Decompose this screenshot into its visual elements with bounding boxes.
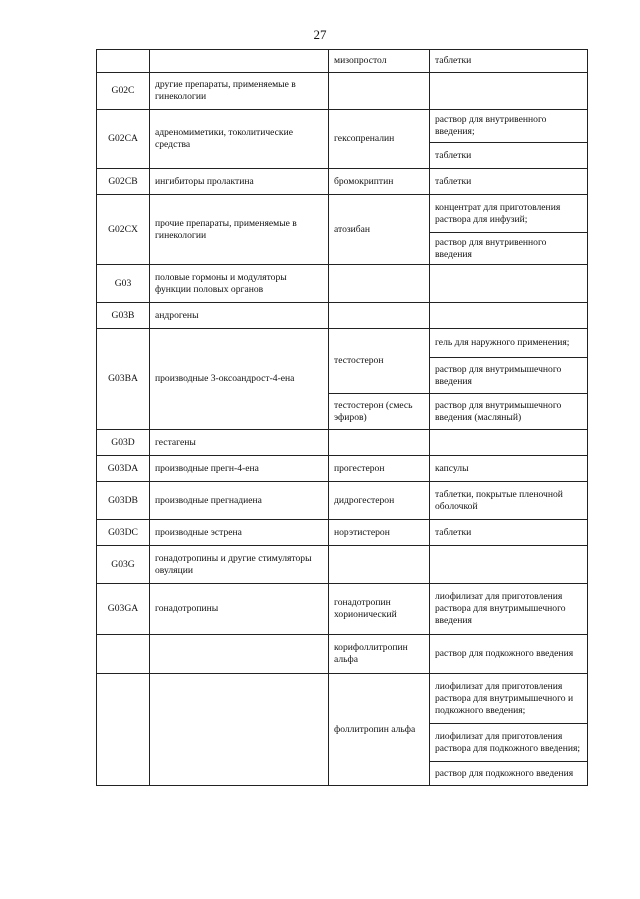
dosage-form: раствор для внутримышечного введения (масляный) — [430, 394, 588, 430]
dosage-form: таблетки — [430, 169, 588, 195]
substance-name — [329, 430, 430, 456]
substance-name: дидрогестерон — [329, 482, 430, 520]
dosage-form: раствор для подкожного введения — [430, 762, 588, 786]
table-row — [97, 195, 588, 233]
group-name: гонадотропины и другие стимуляторы овуляции — [150, 546, 329, 584]
substance-name: прогестерон — [329, 456, 430, 482]
atc-code: G02CX — [97, 195, 150, 265]
dosage-form: раствор для подкожного введения — [430, 635, 588, 674]
substance-name: корифоллитропин альфа — [329, 635, 430, 674]
atc-code: G03 — [97, 265, 150, 303]
atc-code: G03G — [97, 546, 150, 584]
atc-code: G03GA — [97, 584, 150, 635]
atc-code: G02CB — [97, 169, 150, 195]
atc-code: G02C — [97, 73, 150, 110]
substance-name: атозибан — [329, 195, 430, 265]
dosage-form — [430, 430, 588, 456]
substance-name: тестостерон (смесь эфиров) — [329, 394, 430, 430]
dosage-form: таблетки, покрытые пленочной оболочкой — [430, 482, 588, 520]
table-row — [97, 584, 588, 635]
dosage-form — [430, 546, 588, 584]
substance-name: бромокриптин — [329, 169, 430, 195]
substance-name: мизопростол — [329, 50, 430, 73]
group-name — [150, 50, 329, 73]
dosage-form: раствор для внутривенного введения — [430, 233, 588, 265]
atc-code: G03D — [97, 430, 150, 456]
dosage-form — [430, 73, 588, 110]
group-name: ингибиторы пролактина — [150, 169, 329, 195]
substance-name — [329, 303, 430, 329]
table-row — [97, 303, 588, 329]
substance-name — [329, 546, 430, 584]
table-row — [97, 482, 588, 520]
group-name: прочие препараты, применяемые в гинекологии — [150, 195, 329, 265]
atc-code — [97, 674, 150, 786]
atc-code: G02CA — [97, 110, 150, 169]
table-row — [97, 546, 588, 584]
group-name: производные эстрена — [150, 520, 329, 546]
drug-table — [96, 49, 588, 786]
dosage-form: лиофилизат для приготовления раствора для внутримышечного и подкожного введения; — [430, 674, 588, 724]
page-number: 27 — [313, 27, 327, 42]
group-name — [150, 674, 329, 786]
atc-code: G03DB — [97, 482, 150, 520]
dosage-form: концентрат для приготовления раствора для инфузий; — [430, 195, 588, 233]
group-name: гестагены — [150, 430, 329, 456]
table-row — [97, 520, 588, 546]
table-row — [97, 73, 588, 110]
dosage-form: таблетки — [430, 50, 588, 73]
group-name: гонадотропины — [150, 584, 329, 635]
atc-code — [97, 635, 150, 674]
atc-code: G03DA — [97, 456, 150, 482]
table-row — [97, 674, 588, 724]
table-row — [97, 329, 588, 358]
group-name — [150, 635, 329, 674]
group-name: адреномиметики, токолитические средства — [150, 110, 329, 169]
table-row — [97, 456, 588, 482]
dosage-form — [430, 265, 588, 303]
table-row — [97, 265, 588, 303]
atc-code: G03B — [97, 303, 150, 329]
table-row — [97, 430, 588, 456]
table-row — [97, 110, 588, 143]
group-name: другие препараты, применяемые в гинекологии — [150, 73, 329, 110]
group-name: половые гормоны и модуляторы функции половых органов — [150, 265, 329, 303]
atc-code — [97, 50, 150, 73]
dosage-form: раствор для внутривенного введения; — [430, 110, 588, 143]
group-name: производные 3-оксоандрост-4-ена — [150, 329, 329, 430]
group-name: производные прегн-4-ена — [150, 456, 329, 482]
substance-name: фоллитропин альфа — [329, 674, 430, 786]
dosage-form: капсулы — [430, 456, 588, 482]
substance-name: тестостерон — [329, 329, 430, 394]
substance-name: гексопреналин — [329, 110, 430, 169]
substance-name — [329, 265, 430, 303]
group-name: андрогены — [150, 303, 329, 329]
dosage-form — [430, 303, 588, 329]
dosage-form: таблетки — [430, 143, 588, 169]
table-row — [97, 50, 588, 73]
dosage-form: гель для наружного применения; — [430, 329, 588, 358]
atc-code: G03DC — [97, 520, 150, 546]
dosage-form: лиофилизат для приготовления раствора для внутримышечного введения — [430, 584, 588, 635]
substance-name — [329, 73, 430, 110]
atc-code: G03BA — [97, 329, 150, 430]
dosage-form: таблетки — [430, 520, 588, 546]
substance-name: норэтистерон — [329, 520, 430, 546]
group-name: производные прегнадиена — [150, 482, 329, 520]
dosage-form: раствор для внутримышечного введения — [430, 358, 588, 394]
table-row — [97, 635, 588, 674]
dosage-form: лиофилизат для приготовления раствора для подкожного введения; — [430, 724, 588, 762]
table-row — [97, 169, 588, 195]
substance-name: гонадотропин хорионический — [329, 584, 430, 635]
